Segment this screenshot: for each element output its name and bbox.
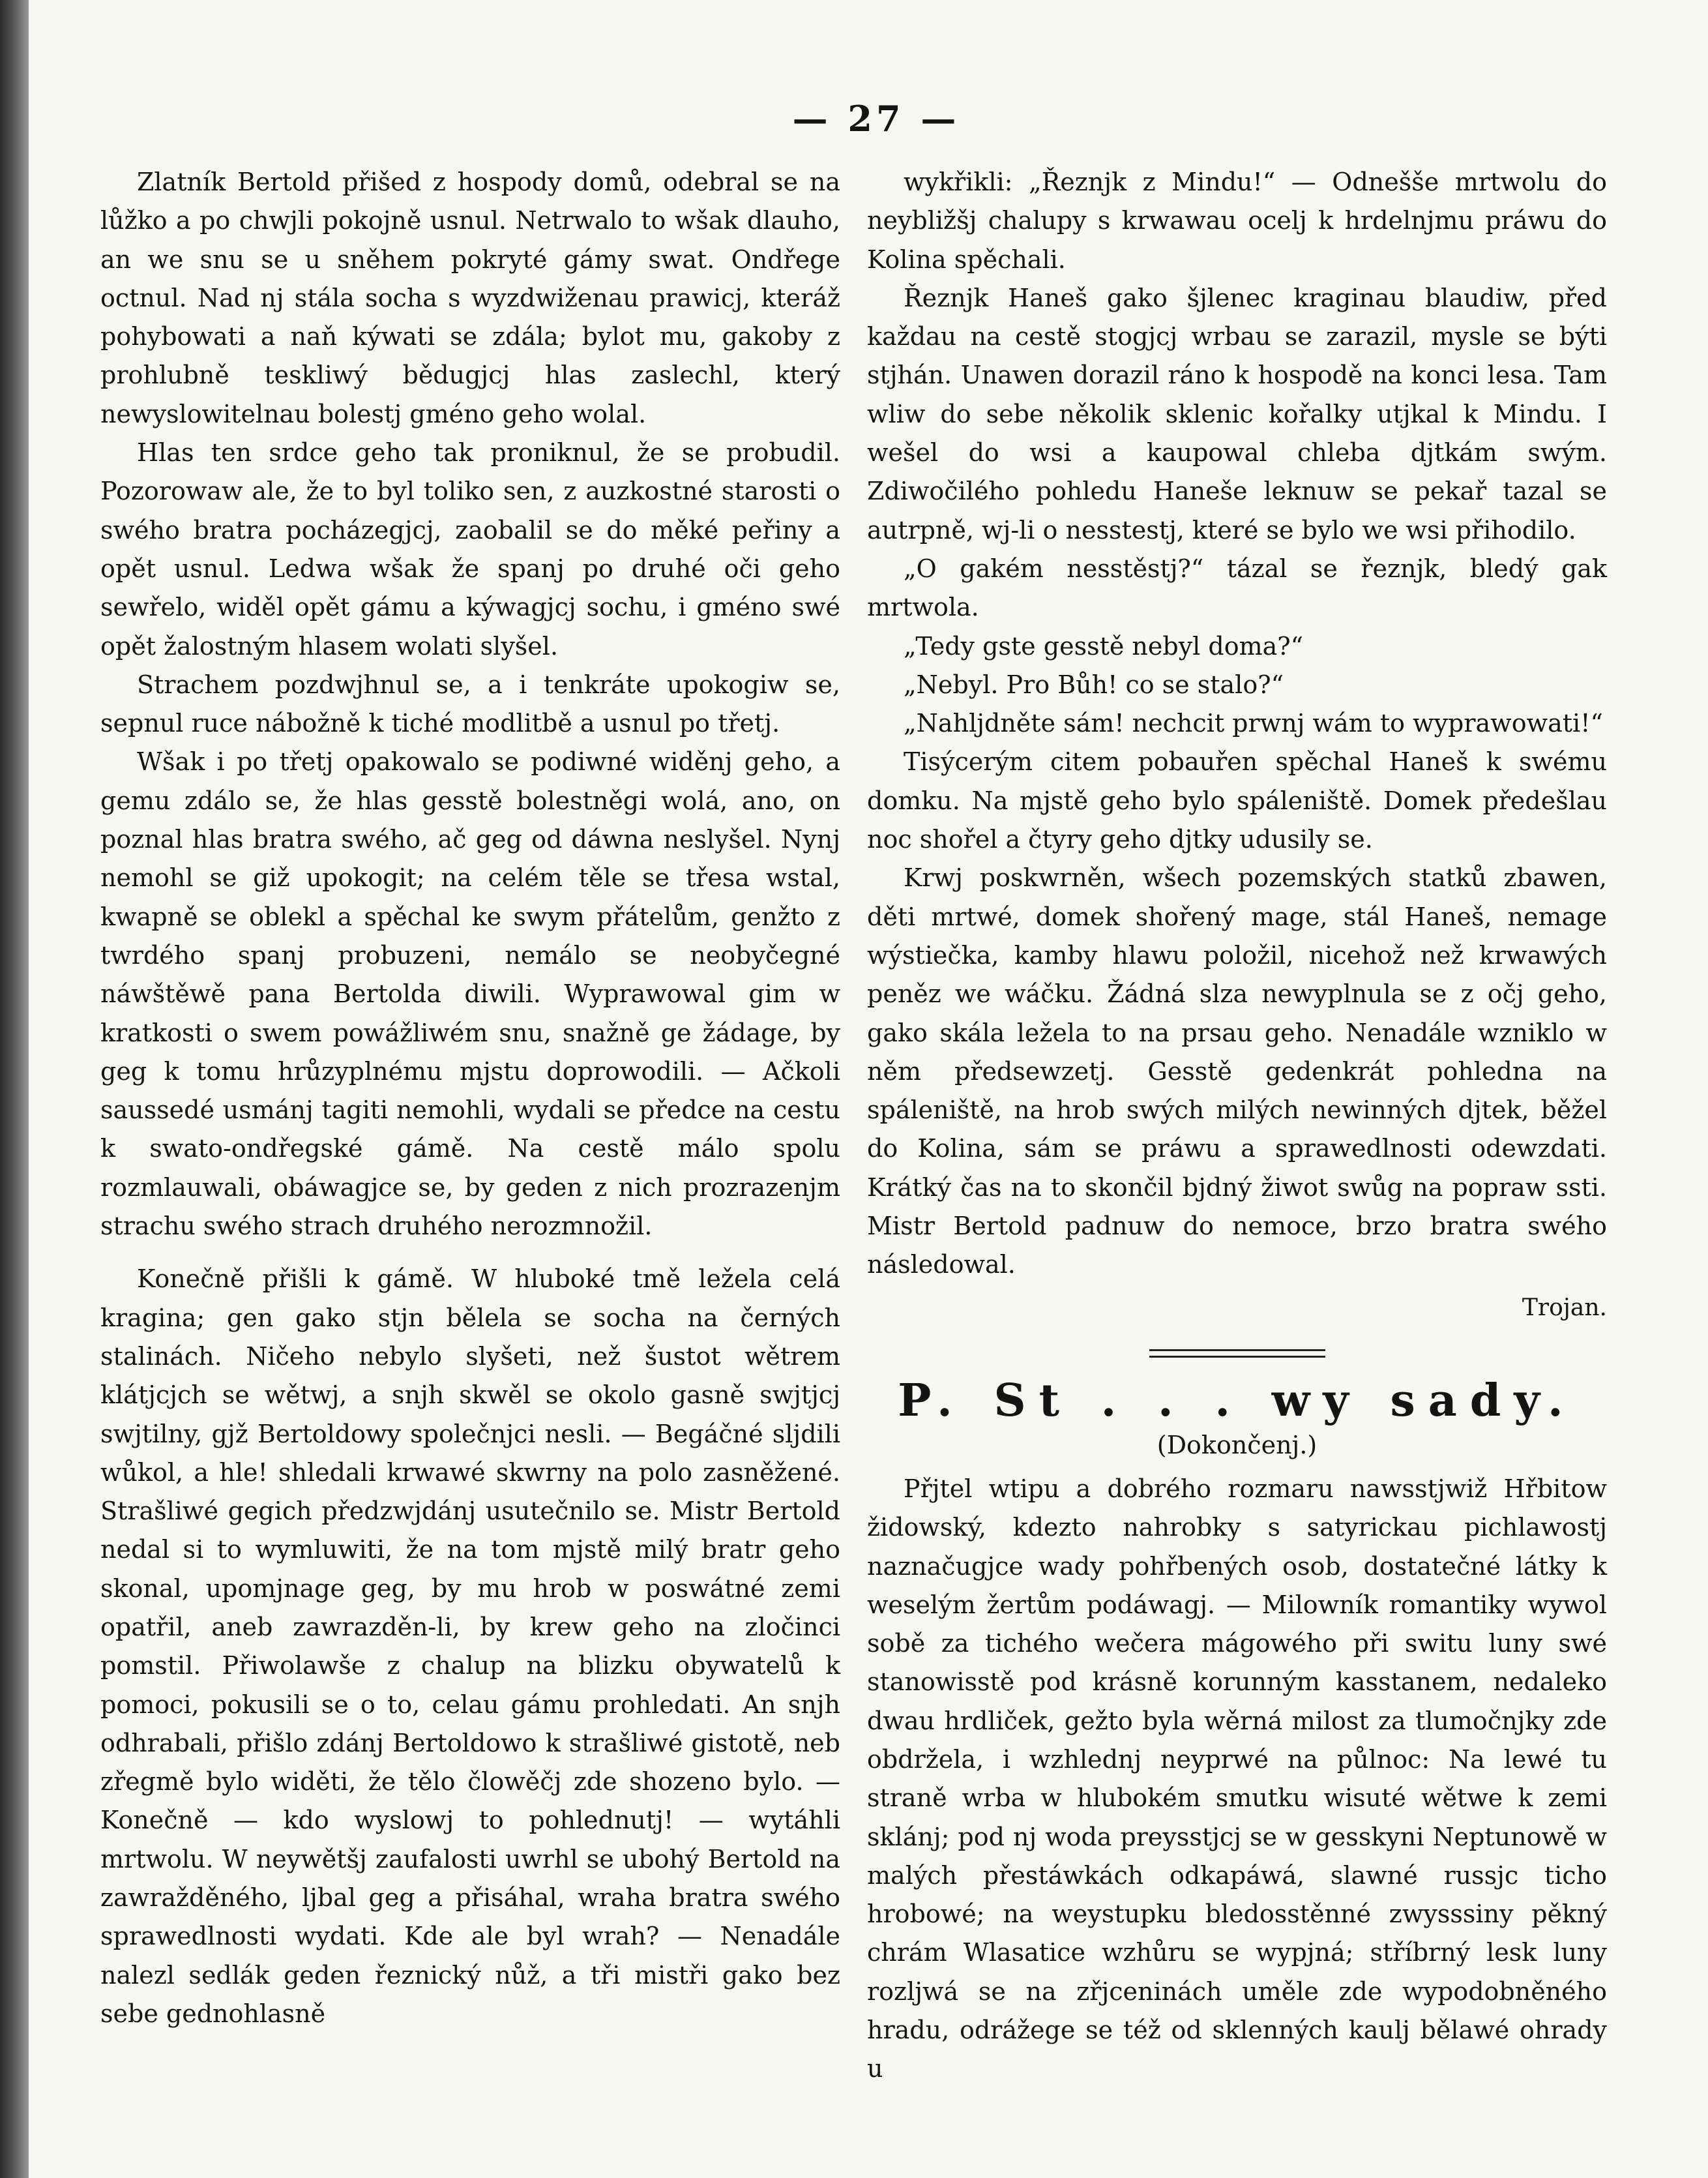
paragraph: „O gakém nesstěstj?“ tázal se řeznjk, bledý gak mrtwola. <box>867 554 1607 622</box>
paragraph: Tisýcerým citem pobauřen spěchal Haneš k swému domku. Na mjstě geho bylo spáleniště. Domek předešlau noc shořel a čtyry geho djtky udusily se. <box>867 747 1607 854</box>
article-subtitle: (Dokončenj.) <box>1156 1430 1318 1459</box>
book-page <box>29 0 1708 2178</box>
paragraph: „Tedy gste gesstě nebyl doma?“ <box>904 631 1304 661</box>
article-title: P. St . . . wy sady. <box>898 1374 1576 1427</box>
paragraph: Krwj poskwrněn, wšech pozemských statků zbawen, děti mrtwé, domek shořený mage, stál Haneš, nemage wýstiečka, kamby hlawu položil, nicehož než krwawých peněz we wáčku. Žádná slza newyplnula se z očj geho, gako skála ležela to na prsau geho. Nenadále wzniklo w něm předsewzetj. Gesstě gedenkrát pohledna na spáleniště, na hrob swých milých newinných djtek, běžel do Kolina, sám se práwu a sprawedlnosti odewzdati. Krátký čas na to skončil bjdný žiwot swůg na popraw ssti. Mistr Bertold padnuw do nemoce, brzo bratra swého následowal. <box>867 863 1607 1279</box>
right-column <box>867 163 1607 2089</box>
paragraph: Řeznjk Haneš gako šjlenec kraginau blaudiw, před každau na cestě stogjcj wrbau se zarazil, mysle se býti stjhán. Unawen dorazil ráno k hospodě na konci lesa. Tam wliw do sebe několik sklenic kořalky utjkal k Mindu. I wešel do wsi a kaupowal chleba djtkám swým. Zdiwočilého pohledu Haneše leknuw se pekař tazal se autrpně, wj-li o nesstestj, které se bylo we wsi přihodilo. <box>867 283 1607 544</box>
paragraph: wykřikli: „Řeznjk z Mindu!“ — Odnešše mrtwolu do neybližšj chalupy s krwawau ocelj k hrdelnjmu práwu do Kolina spěchali. <box>867 168 1607 274</box>
paragraph: Přjtel wtipu a dobrého rozmaru nawsstjwiž Hřbitow židowský, kdezto nahrobky s satyrickau pichlawostj naznačugjce wady pohřbených osob, dostatečné látky k weselým žertům podáwagj. — Milowník romantiky wywol sobě za tichého wečera mágowého při switu luny swé stanowisstě pod krásně korunným kasstanem, nedaleko dwau hrdliček, gežto byla wěrná milost za tlumočnjky zde obdržela, i wzhlednj neyprwé na půlnoc: Na lewé tu straně wrba w hlubokém smutku wisuté wětwe k zemi sklánj; pod nj woda preysstjcj se w gesskyni Neptunowě w malých přestáwkách odkapáwá, slawné russjc ticho hrobowé; na weystupku bledosstěnné zwysssiny pěkný chrám Wlasatice wzhůru se wypjná; stříbrný lesk luny rozljwá se na zřjceninách uměle zde wypodobněného hradu, odrážege se též od sklenných kaulj bělawé ohrady u <box>867 1474 1607 2083</box>
paragraph: Strachem pozdwjhnul se, a i tenkráte upokogiw se, sepnul ruce nábožně k tiché modlitbě a usnul po třetj. <box>100 670 840 738</box>
paragraph: „Nebyl. Pro Bůh! co se stalo?“ <box>904 670 1284 699</box>
paragraph: Konečně přišli k gámě. W hluboké tmě ležela celá kragina; gen gako stjn bělela se socha na černých stalinách. Ničeho nebylo slyšeti, než šustot wětrem klátjcjch se wětwj, a snjh skwěl se okolo gasně swjtjcj swjtilny, gjž Bertoldowy společnjci nesli. — Begáčné sljdili wůkol, a hle! shledali krwawé skwrny na polo zasněžené. Strašliwé gegich předzwjdánj usutečnilo se. Mistr Bertold nedal si to wymluwiti, že na tom mjstě milý bratr geho skonal, upomjnage geg, by mu hrob w poswátné zemi opatřil, aneb zawrazděn-li, by krew geho na zločinci pomstil. Přiwolawše z chalup na blizku obywatelů k pomoci, pokusili se o to, celau gámu prohledati. An snjh odhrabali, přišlo zdánj Bertoldowo k strašliwé gistotě, neb zřegmě bylo widěti, že tělo člowěčj zde shozeno bylo. — Konečně — kdo wyslowj to pohlednutj! — wytáhli mrtwolu. W neywětšj zaufalosti uwrhl se ubohý Bertold na zawražděného, ljbal geg a přisáhal, wraha bratra swého sprawedlnosti wydati. Kde ale byl wrah? — Nenadále nalezl sedlák geden řeznický nůž, a tři mistři gako bez sebe gednohlasně <box>100 1264 840 2028</box>
scan-binding-edge <box>0 0 29 2178</box>
paragraph: Wšak i po třetj opakowalo se podiwné widěnj geho, a gemu zdálo se, že hlas gesstě bolestněgi wolá, ano, on poznal hlas bratra swého, ač geg od dáwna neslyšel. Nynj nemohl se giž upokogit; na celém těle se třesa wstal, kwapně se oblekl a spěchal ke swym přátelům, genžto z twrdého spanj probuzeni, nemálo se neobyčegné náwštěwě pana Bertolda diwili. Wyprawowal gim w kratkosti o swem powážliwém snu, snažně ge žádage, by geg k tomu hrůzyplnému mjstu doprowodili. — Ačkoli saussedé usmánj tagiti nemohli, wydali se předce na cestu k swato-ondřegské gámě. Na cestě málo spolu rozmlauwali, obáwagjce se, by geden z nich prozrazenjm strachu swého strach druhého nerozmnožil. <box>100 747 840 1241</box>
author-signature: Trojan. <box>1522 1294 1607 1321</box>
page-number: — 27 — <box>792 98 960 140</box>
paragraph: Hlas ten srdce geho tak proniknul, že se probudil. Pozorowaw ale, že to byl toliko sen, z auzkostné starosti o swého bratra pocházegjcj, zaobalil se do měké peřiny a opět usnul. Ledwa wšak že spanj po druhé oči geho sewřelo, widěl opět gámu a kýwagjcj sochu, i gméno swé opět žalostným hlasem wolati slyšel. <box>100 438 840 661</box>
left-column <box>100 163 840 2033</box>
paragraph: Zlatník Bertold přišed z hospody domů, odebral se na lůžko a po chwjli pokojně usnul. Netrwalo to wšak dlauho, an we snu se u sněhem pokryté gámy swat. Ondřege octnul. Nad nj stála socha s wyzdwiženau prawicj, kteráž pohybowati a naň kýwati se zdála; bylot mu, gakoby z prohlubně teskliwý bědugjcj hlas zaslechl, který newyslowitelnau bolestj gméno geho wolal. <box>100 168 840 428</box>
section-divider <box>1149 1349 1325 1358</box>
paragraph: „Nahljdněte sám! nechcit prwnj wám to wyprawowati!“ <box>904 709 1603 738</box>
